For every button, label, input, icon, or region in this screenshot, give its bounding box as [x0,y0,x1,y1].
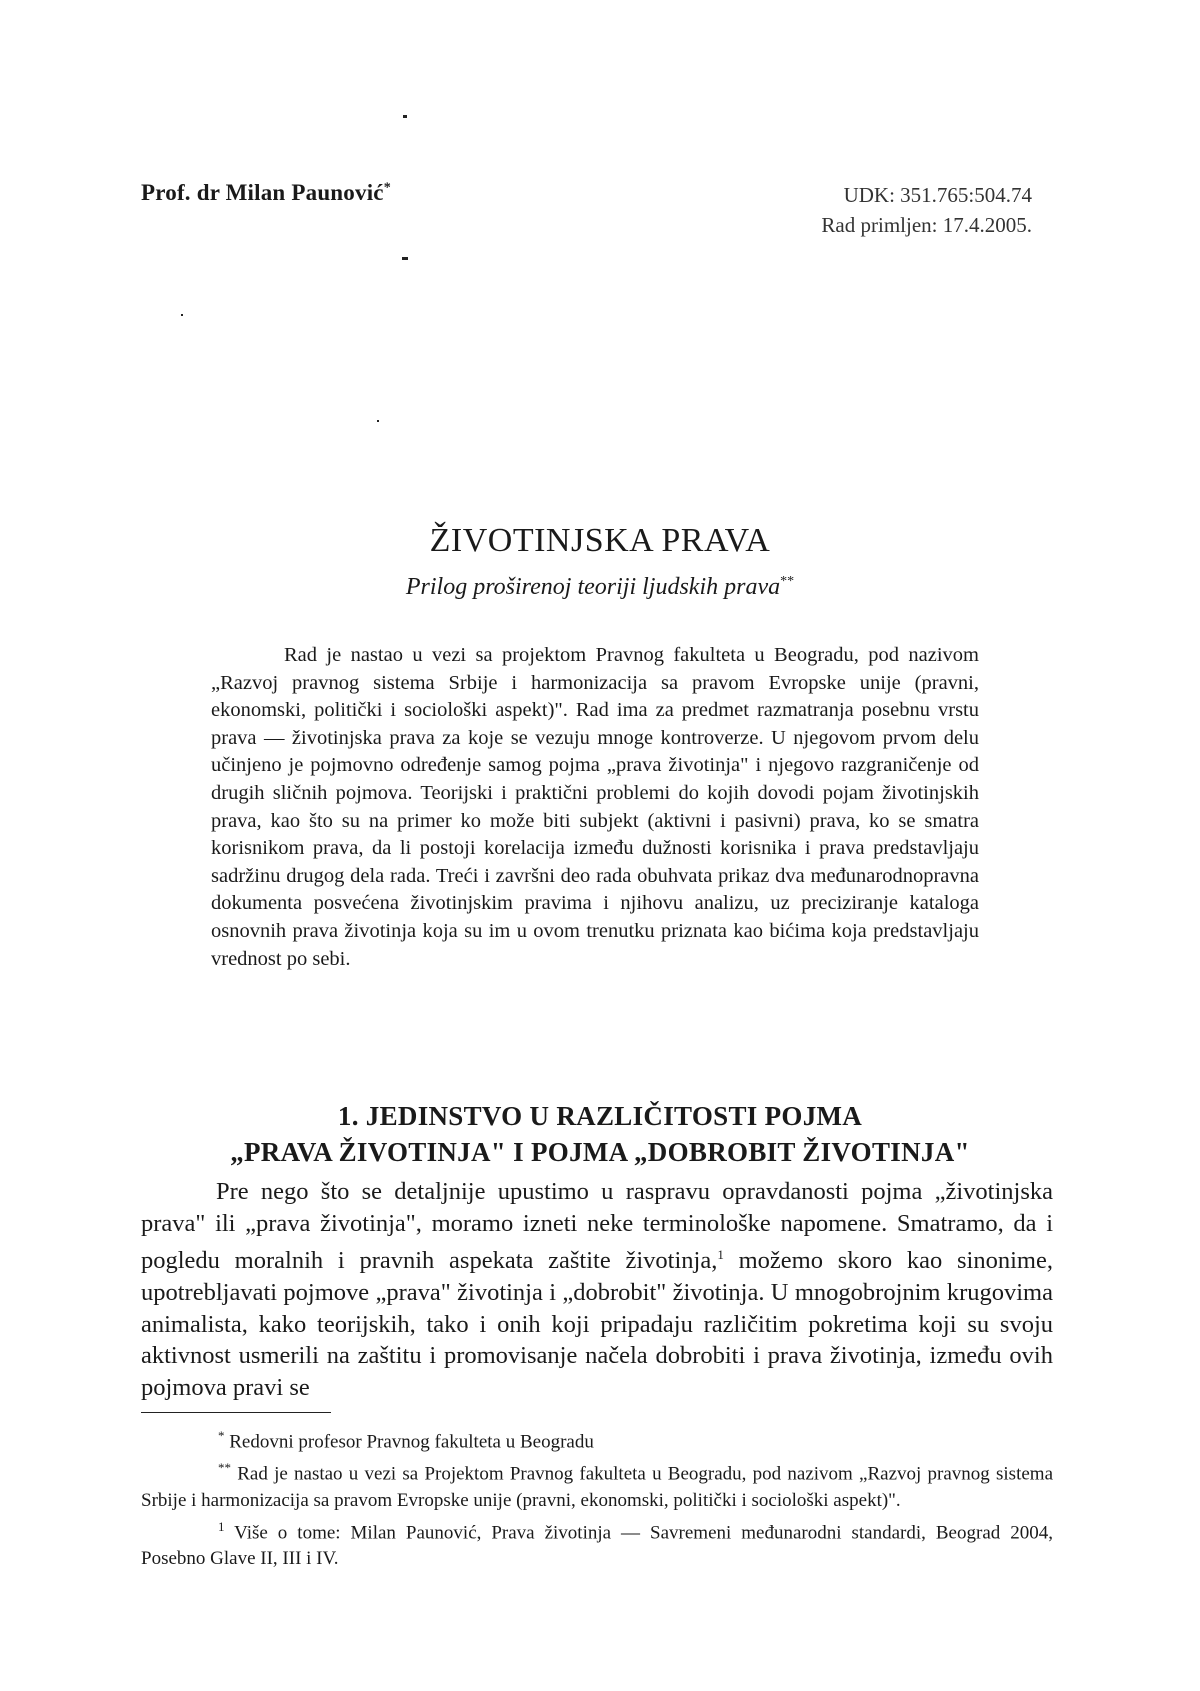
footnote-mark: 1 [218,1518,225,1534]
scan-speck [181,314,183,316]
scan-speck [377,420,379,422]
scan-speck [403,115,407,118]
footnote-reference: 1 [717,1247,724,1263]
body-text-part-2: možemo skoro kao sinonime, upotrebljavati pojmove „prava" životinja i „dobrobit" životinja. U mnogobrojnim krugovima animalista, kako teorijskih, tako i onih koji pripadaju različitim pokretima koji su svoju aktivnost usmerili na zaštitu i promovisanje načela dobrobiti i prava životinja, između ovih pojmova pravi se [141,1247,1053,1401]
author-name [141,180,391,206]
footnote-text: Rad je nastao u vezi sa Projektom Pravnog fakulteta u Beogradu, pod nazivom „Razvoj pravnog sistema Srbije i harmonizacija sa pravom Evropske unije (pravni, ekonomski, politički i sociološki aspekt)". [141,1463,1054,1511]
footnotes [141,1423,1053,1572]
udk-code: UDK: 351.765:504.74 [843,183,1032,207]
subtitle-footnote-mark: ** [780,574,795,589]
footnote [141,1423,1053,1455]
footnote [141,1455,1053,1513]
scan-speck [402,257,408,260]
article-subtitle [0,574,1200,601]
footnote-text: Redovni profesor Pravnog fakulteta u Beogradu [229,1431,594,1453]
section-heading [0,1098,1200,1170]
footnote-mark: ** [218,1460,231,1476]
section-heading-line-2: „PRAVA ŽIVOTINJA" I POJMA „DOBROBIT ŽIVOTINJA" [230,1137,970,1167]
section-heading-line-1: 1. JEDINSTVO U RAZLIČITOSTI POJMA [337,1101,863,1131]
author-name-text: Prof. dr Milan Paunović [141,180,384,205]
received-date: Rad primljen: 17.4.2005. [821,213,1032,237]
footnote-mark: * [218,1428,225,1443]
body-text-part-1: Pre nego što se detaljnije upustimo u raspravu opravdanosti pojma „životinjska prava" ili „prava životinja", moramo izneti neke terminološke napomene. Smatramo, da i pogledu moralnih i pravnih aspekata zaštite životinja, [141,1178,1053,1275]
article-subtitle-text: Prilog proširenoj teoriji ljudskih prava [405,574,781,600]
footnote-divider [141,1412,331,1413]
article-title: ŽIVOTINJSKA PRAVA [429,522,771,559]
body-paragraph [141,1176,1053,1403]
footnote [141,1514,1053,1572]
abstract: Rad je nastao u vezi sa projektom Pravnog fakulteta u Beogradu, pod nazivom „Razvoj pravnog sistema Srbije i harmonizacija sa pravom Evropske unije (pravni, ekonomski, politički i sociološki aspekt)". Rad ima za predmet razmatranja posebnu vrstu prava — životinjska prava za koje se vezuju mnoge kontroverze. U njegovom prvom delu učinjeno je pojmovno određenje samog pojma „prava životinja" i njegovo razgraničenje od drugih sličnih pojmova. Teorijski i praktični problemi do kojih dovodi pojam životinjskih prava, kao što su na primer ko može biti subjekt (aktivni i pasivni) prava, ko se smatra korisnikom prava, da li postoji korelacija između dužnosti korisnika i prava predstavljaju sadržinu drugog dela rada. Treći i završni deo rada obuhvata prikaz dva međunarodnopravna dokumenta posvećena životinjskim pravima i njihovu analizu, uz preciziranje kataloga osnovnih prava životinja koja su im u ovom trenutku priznata kao bićima koja predstavljaju vrednost po sebi. [211,644,979,970]
footnote-text: Više o tome: Milan Paunović, Prava životinja — Savremeni međunarodni standardi, Beograd 2004, Posebno Glave II, III i IV. [141,1521,1053,1569]
article-meta [821,180,1032,240]
author-footnote-mark: * [383,180,391,196]
